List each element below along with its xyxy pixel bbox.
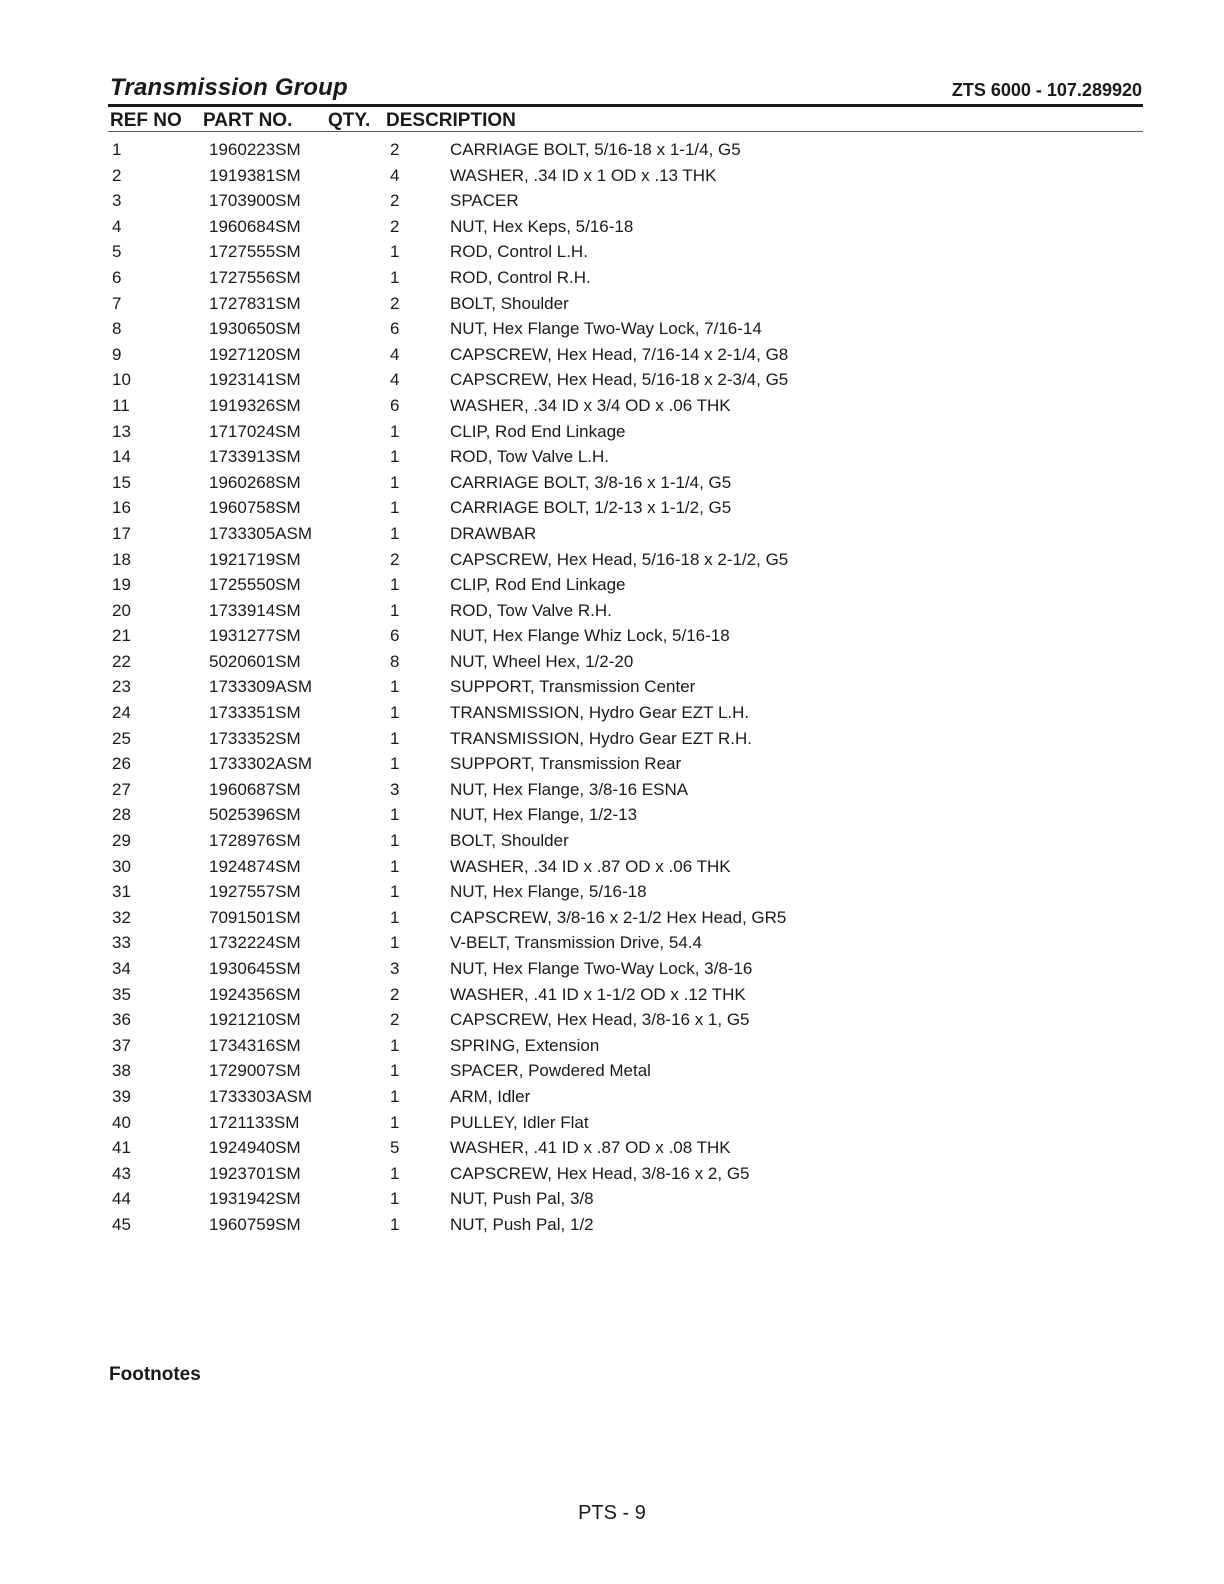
qty-cell: 1 — [390, 856, 400, 876]
description-cell: PULLEY, Idler Flat — [450, 1112, 589, 1132]
table-row — [108, 726, 1143, 752]
table-row — [108, 137, 1143, 163]
ref-no-cell: 38 — [112, 1061, 131, 1081]
page-number: PTS - 9 — [578, 1502, 646, 1524]
description-cell: ROD, Control R.H. — [450, 267, 591, 287]
qty-cell: 1 — [390, 523, 400, 543]
part-no-cell: 1960758SM — [209, 498, 301, 518]
part-no-cell: 1919381SM — [209, 165, 301, 185]
qty-cell: 5 — [390, 1138, 400, 1158]
description-cell: WASHER, .41 ID x 1-1/2 OD x .12 THK — [450, 984, 746, 1004]
table-row — [108, 495, 1143, 521]
table-row — [108, 930, 1143, 956]
ref-no-cell: 33 — [112, 933, 131, 953]
qty-cell: 6 — [390, 626, 400, 646]
qty-cell: 1 — [390, 1189, 400, 1209]
qty-cell: 1 — [390, 1163, 400, 1183]
part-no-cell: 1960759SM — [209, 1214, 301, 1234]
table-row — [108, 521, 1143, 547]
part-no-cell: 1733302ASM — [209, 754, 313, 774]
qty-cell: 1 — [390, 677, 400, 697]
qty-cell: 2 — [390, 984, 400, 1004]
ref-no-cell: 44 — [112, 1189, 131, 1209]
part-no-cell: 1717024SM — [209, 421, 301, 441]
part-no-cell: 1733914SM — [209, 600, 301, 620]
table-row — [108, 265, 1143, 291]
description-cell: CAPSCREW, Hex Head, 3/8-16 x 1, G5 — [450, 1010, 750, 1030]
ref-no-cell: 15 — [112, 472, 131, 492]
ref-no-cell: 16 — [112, 498, 131, 518]
ref-no-cell: 45 — [112, 1214, 131, 1234]
table-row — [108, 1007, 1143, 1033]
parts-table-body — [108, 137, 1143, 1238]
part-no-cell: 1734316SM — [209, 1035, 301, 1055]
qty-cell: 2 — [390, 1010, 400, 1030]
description-cell: NUT, Hex Flange Whiz Lock, 5/16-18 — [450, 626, 730, 646]
qty-cell: 3 — [390, 779, 400, 799]
description-cell: ROD, Control L.H. — [450, 242, 588, 262]
part-no-cell: 1921210SM — [209, 1010, 301, 1030]
part-no-cell: 1727555SM — [209, 242, 301, 262]
part-no-cell: 1733305ASM — [209, 523, 313, 543]
table-row — [108, 751, 1143, 777]
description-cell: NUT, Hex Flange, 1/2-13 — [450, 805, 638, 825]
ref-no-cell: 19 — [112, 575, 131, 595]
ref-no-cell: 34 — [112, 959, 131, 978]
qty-cell: 4 — [390, 344, 400, 364]
part-no-cell: 1733913SM — [209, 447, 301, 467]
header-part-no: PART NO. — [203, 110, 293, 131]
description-cell: NUT, Hex Flange Two-Way Lock, 3/8-16 — [450, 959, 753, 978]
ref-no-cell: 41 — [112, 1138, 131, 1158]
table-row — [108, 982, 1143, 1008]
table-row — [108, 470, 1143, 496]
part-no-cell: 1927557SM — [209, 882, 301, 902]
table-row — [108, 674, 1143, 700]
description-cell: V-BELT, Transmission Drive, 54.4 — [450, 933, 702, 953]
qty-cell: 1 — [390, 882, 400, 902]
table-row — [108, 777, 1143, 803]
part-no-cell: 1960687SM — [209, 779, 301, 799]
description-cell: DRAWBAR — [450, 523, 537, 543]
qty-cell: 2 — [390, 216, 400, 236]
part-no-cell: 1727831SM — [209, 293, 301, 313]
part-no-cell: 1960684SM — [209, 216, 301, 236]
qty-cell: 1 — [390, 831, 400, 851]
part-no-cell: 1703900SM — [209, 191, 301, 211]
part-no-cell: 1923701SM — [209, 1163, 301, 1183]
qty-cell: 8 — [390, 651, 400, 671]
ref-no-cell: 18 — [112, 549, 131, 569]
title-row — [110, 74, 1142, 104]
ref-no-cell: 27 — [112, 779, 131, 799]
part-no-cell: 1924356SM — [209, 984, 301, 1004]
footnotes-heading: Footnotes — [109, 1364, 201, 1385]
description-cell: NUT, Hex Keps, 5/16-18 — [450, 216, 634, 236]
part-no-cell: 1732224SM — [209, 933, 301, 953]
description-cell: NUT, Hex Flange Two-Way Lock, 7/16-14 — [450, 319, 762, 339]
ref-no-cell: 23 — [112, 677, 131, 697]
model-number: ZTS 6000 - 107.289920 — [951, 80, 1142, 100]
part-no-cell: 1931942SM — [209, 1189, 301, 1209]
part-no-cell: 1960268SM — [209, 472, 301, 492]
ref-no-cell: 24 — [112, 703, 131, 723]
header-ref-no: REF NO — [110, 110, 182, 131]
part-no-cell: 1721133SM — [209, 1112, 300, 1132]
part-no-cell: 1960223SM — [209, 140, 301, 159]
description-cell: TRANSMISSION, Hydro Gear EZT R.H. — [450, 728, 752, 748]
page-title: Transmission Group — [110, 74, 348, 101]
description-cell: CLIP, Rod End Linkage — [450, 575, 626, 595]
description-cell: SUPPORT, Transmission Rear — [450, 754, 682, 774]
description-cell: SUPPORT, Transmission Center — [450, 677, 696, 697]
qty-cell: 1 — [390, 1112, 400, 1132]
description-cell: ROD, Tow Valve L.H. — [450, 447, 610, 467]
ref-no-cell: 30 — [112, 856, 131, 876]
part-no-cell: 1733309ASM — [209, 677, 313, 697]
part-no-cell: 5025396SM — [209, 805, 301, 825]
table-row — [108, 1161, 1143, 1187]
qty-cell: 1 — [390, 703, 400, 723]
table-row — [108, 367, 1143, 393]
ref-no-cell: 13 — [112, 421, 131, 441]
description-cell: CARRIAGE BOLT, 5/16-18 x 1-1/4, G5 — [450, 140, 741, 159]
description-cell: TRANSMISSION, Hydro Gear EZT L.H. — [450, 703, 750, 723]
description-cell: NUT, Hex Flange, 3/8-16 ESNA — [450, 779, 689, 799]
qty-cell: 2 — [390, 191, 400, 211]
qty-cell: 1 — [390, 447, 400, 467]
ref-no-cell: 5 — [112, 242, 122, 262]
ref-no-cell: 11 — [112, 395, 130, 415]
header-description: DESCRIPTION — [386, 110, 516, 131]
ref-no-cell: 3 — [112, 191, 122, 211]
part-no-cell: 1728976SM — [209, 831, 301, 851]
table-row — [108, 598, 1143, 624]
table-row — [108, 419, 1143, 445]
part-no-cell: 1733303ASM — [209, 1086, 313, 1106]
ref-no-cell: 20 — [112, 600, 131, 620]
table-row — [108, 649, 1143, 675]
ref-no-cell: 31 — [112, 882, 131, 902]
ref-no-cell: 7 — [112, 293, 122, 313]
qty-cell: 1 — [390, 1035, 400, 1055]
qty-cell: 4 — [390, 370, 400, 390]
part-no-cell: 1930650SM — [209, 319, 301, 339]
description-cell: CLIP, Rod End Linkage — [450, 421, 626, 441]
qty-cell: 1 — [390, 1086, 400, 1106]
qty-cell: 2 — [390, 549, 400, 569]
qty-cell: 1 — [390, 242, 400, 262]
description-cell: BOLT, Shoulder — [450, 831, 569, 851]
table-row — [108, 547, 1143, 573]
ref-no-cell: 25 — [112, 728, 131, 748]
description-cell: CAPSCREW, Hex Head, 5/16-18 x 2-3/4, G5 — [450, 370, 789, 390]
description-cell: CAPSCREW, Hex Head, 3/8-16 x 2, G5 — [450, 1163, 750, 1183]
ref-no-cell: 37 — [112, 1035, 131, 1055]
description-cell: CAPSCREW, Hex Head, 5/16-18 x 2-1/2, G5 — [450, 549, 789, 569]
qty-cell: 2 — [390, 293, 400, 313]
table-row — [108, 393, 1143, 419]
table-row — [108, 572, 1143, 598]
table-row — [108, 956, 1143, 982]
header-qty: QTY. — [328, 110, 371, 131]
qty-cell: 1 — [390, 600, 400, 620]
table-row — [108, 879, 1143, 905]
part-no-cell: 1729007SM — [209, 1061, 301, 1081]
table-row — [108, 342, 1143, 368]
ref-no-cell: 2 — [112, 165, 122, 185]
ref-no-cell: 32 — [112, 907, 131, 927]
ref-no-cell: 39 — [112, 1086, 131, 1106]
title-divider — [108, 104, 1143, 107]
table-row — [108, 1084, 1143, 1110]
table-header — [108, 110, 1143, 132]
description-cell: SPACER, Powdered Metal — [450, 1061, 651, 1081]
part-no-cell: 1733352SM — [209, 728, 301, 748]
table-row — [108, 1135, 1143, 1161]
qty-cell: 1 — [390, 933, 400, 953]
ref-no-cell: 29 — [112, 831, 131, 851]
qty-cell: 1 — [390, 907, 400, 927]
description-cell: ARM, Idler — [450, 1086, 531, 1106]
part-no-cell: 1923141SM — [209, 370, 301, 390]
table-row — [108, 1110, 1143, 1136]
qty-cell: 4 — [390, 165, 400, 185]
table-row — [108, 1033, 1143, 1059]
ref-no-cell: 14 — [112, 447, 131, 467]
ref-no-cell: 40 — [112, 1112, 131, 1132]
table-row — [108, 623, 1143, 649]
qty-cell: 1 — [390, 754, 400, 774]
header-divider — [108, 131, 1143, 132]
part-no-cell: 1927120SM — [209, 344, 301, 364]
part-no-cell: 1921719SM — [209, 549, 301, 569]
table-row — [108, 854, 1143, 880]
qty-cell: 1 — [390, 267, 400, 287]
qty-cell: 6 — [390, 395, 400, 415]
table-row — [108, 188, 1143, 214]
part-no-cell: 5020601SM — [209, 651, 301, 671]
description-cell: SPACER — [450, 191, 519, 211]
part-no-cell: 1924940SM — [209, 1138, 301, 1158]
table-row — [108, 1058, 1143, 1084]
description-cell: SPRING, Extension — [450, 1035, 600, 1055]
qty-cell: 1 — [390, 498, 400, 518]
table-row — [108, 214, 1143, 240]
description-cell: NUT, Push Pal, 3/8 — [450, 1189, 594, 1209]
table-row — [108, 291, 1143, 317]
part-no-cell: 1733351SM — [209, 703, 301, 723]
description-cell: CAPSCREW, Hex Head, 7/16-14 x 2-1/4, G8 — [450, 344, 789, 364]
qty-cell: 1 — [390, 1214, 400, 1234]
part-no-cell: 1924874SM — [209, 856, 301, 876]
description-cell: NUT, Push Pal, 1/2 — [450, 1214, 594, 1234]
description-cell: NUT, Wheel Hex, 1/2-20 — [450, 651, 634, 671]
ref-no-cell: 9 — [112, 344, 122, 364]
description-cell: WASHER, .34 ID x .87 OD x .06 THK — [450, 856, 731, 876]
table-row — [108, 444, 1143, 470]
description-cell: ROD, Tow Valve R.H. — [450, 600, 612, 620]
description-cell: CARRIAGE BOLT, 1/2-13 x 1-1/2, G5 — [450, 498, 732, 518]
part-no-cell: 1727556SM — [209, 267, 301, 287]
table-row — [108, 316, 1143, 342]
table-row — [108, 1212, 1143, 1238]
qty-cell: 2 — [390, 140, 400, 159]
ref-no-cell: 10 — [112, 370, 131, 390]
table-row — [108, 828, 1143, 854]
table-row — [108, 802, 1143, 828]
ref-no-cell: 22 — [112, 651, 131, 671]
ref-no-cell: 17 — [112, 523, 131, 543]
table-row — [108, 905, 1143, 931]
qty-cell: 1 — [390, 805, 400, 825]
ref-no-cell: 21 — [112, 626, 131, 646]
description-cell: WASHER, .34 ID x 3/4 OD x .06 THK — [450, 395, 731, 415]
table-row — [108, 1186, 1143, 1212]
table-row — [108, 163, 1143, 189]
description-cell: BOLT, Shoulder — [450, 293, 569, 313]
ref-no-cell: 6 — [112, 267, 122, 287]
qty-cell: 1 — [390, 421, 400, 441]
qty-cell: 1 — [390, 472, 400, 492]
qty-cell: 1 — [390, 575, 400, 595]
table-row — [108, 239, 1143, 265]
qty-cell: 3 — [390, 959, 400, 978]
ref-no-cell: 35 — [112, 984, 131, 1004]
table-row — [108, 700, 1143, 726]
part-no-cell: 7091501SM — [209, 907, 301, 927]
description-cell: WASHER, .34 ID x 1 OD x .13 THK — [450, 165, 717, 185]
part-no-cell: 1725550SM — [209, 575, 301, 595]
description-cell: CAPSCREW, 3/8-16 x 2-1/2 Hex Head, GR5 — [450, 907, 787, 927]
description-cell: CARRIAGE BOLT, 3/8-16 x 1-1/4, G5 — [450, 472, 732, 492]
part-no-cell: 1919326SM — [209, 395, 301, 415]
ref-no-cell: 4 — [112, 216, 122, 236]
ref-no-cell: 26 — [112, 754, 131, 774]
qty-cell: 6 — [390, 319, 400, 339]
ref-no-cell: 36 — [112, 1010, 131, 1030]
part-no-cell: 1930645SM — [209, 959, 301, 978]
description-cell: NUT, Hex Flange, 5/16-18 — [450, 882, 647, 902]
qty-cell: 1 — [390, 1061, 400, 1081]
part-no-cell: 1931277SM — [209, 626, 301, 646]
ref-no-cell: 28 — [112, 805, 131, 825]
ref-no-cell: 1 — [112, 140, 122, 159]
ref-no-cell: 8 — [112, 319, 122, 339]
qty-cell: 1 — [390, 728, 400, 748]
ref-no-cell: 43 — [112, 1163, 131, 1183]
description-cell: WASHER, .41 ID x .87 OD x .08 THK — [450, 1138, 731, 1158]
